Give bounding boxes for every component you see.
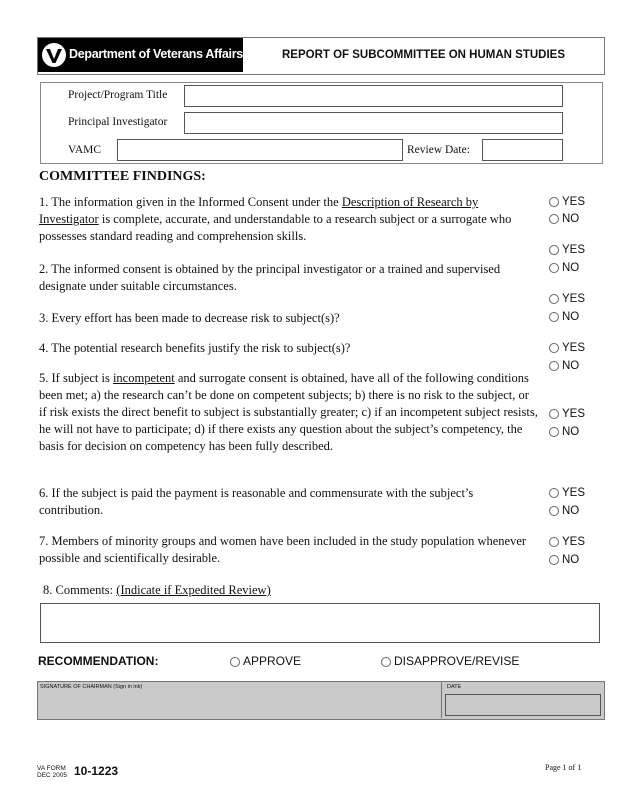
no-label: NO bbox=[562, 554, 580, 566]
yes-label: YES bbox=[562, 293, 586, 305]
recommendation-label: RECOMMENDATION: bbox=[38, 654, 159, 668]
q6-yes-option[interactable] bbox=[549, 487, 585, 499]
no-label: NO bbox=[562, 311, 580, 323]
radio-icon[interactable] bbox=[549, 294, 559, 304]
disapprove-label: DISAPPROVE/REVISE bbox=[394, 654, 520, 668]
question-5 bbox=[39, 370, 539, 455]
radio-icon[interactable] bbox=[549, 488, 559, 498]
question-4: 4. The potential research benefits justify the risk to subject(s)? bbox=[39, 341, 351, 355]
findings-heading: COMMITTEE FINDINGS: bbox=[39, 169, 206, 184]
radio-icon[interactable] bbox=[549, 343, 559, 353]
no-label: NO bbox=[562, 360, 580, 372]
radio-icon[interactable] bbox=[549, 537, 559, 547]
page-number: Page 1 of 1 bbox=[545, 763, 582, 772]
radio-icon[interactable] bbox=[549, 263, 559, 273]
pi-field[interactable] bbox=[184, 112, 563, 134]
project-title-field[interactable] bbox=[184, 85, 563, 107]
pi-label: Principal Investigator bbox=[68, 116, 168, 128]
q4-yes-option[interactable] bbox=[549, 342, 585, 354]
q3-no-option[interactable] bbox=[549, 311, 579, 323]
vamc-label: VAMC bbox=[68, 144, 102, 156]
question-7: 7. Members of minority groups and women have been included in the study population whenever possible and scientifically desirable. bbox=[39, 534, 527, 565]
q1-text-end: is complete, accurate, and understandable to a research subject or a surrogate who possesses standard reading and comprehension skills. bbox=[39, 212, 512, 243]
yes-label: YES bbox=[562, 196, 586, 208]
q5-text-end: and surrogate consent is obtained, have all of the following conditions been met; a) the research can’t be done on competent subjects; b) there is no risk to the subject, or if risk exists the direct benefit to subject is substantially greater; c) if an incompetent subject resists, he will not have to participate; d) if there exists any question about the subject’s competency, the basis for decision on competency has been fully described. bbox=[39, 371, 538, 453]
q3-yes-option[interactable] bbox=[549, 293, 585, 305]
q2-yes-option[interactable] bbox=[549, 244, 585, 256]
yes-label: YES bbox=[562, 536, 586, 548]
review-date-field[interactable] bbox=[482, 139, 563, 161]
yes-label: YES bbox=[562, 342, 586, 354]
no-label: NO bbox=[562, 426, 580, 438]
comments-label bbox=[43, 583, 271, 598]
form-date: DEC 2005 bbox=[37, 772, 67, 779]
vamc-field[interactable] bbox=[117, 139, 403, 161]
radio-icon[interactable] bbox=[381, 657, 391, 667]
comments-hint: (Indicate if Expedited Review) bbox=[116, 583, 271, 597]
radio-icon[interactable] bbox=[549, 197, 559, 207]
q7-yes-option[interactable] bbox=[549, 536, 585, 548]
date-label: DATE bbox=[447, 684, 462, 690]
comments-field[interactable] bbox=[40, 603, 600, 643]
q1-yes-option[interactable] bbox=[549, 196, 585, 208]
radio-icon[interactable] bbox=[549, 214, 559, 224]
question-6: 6. If the subject is paid the payment is reasonable and commensurate with the subject’s contribution. bbox=[39, 486, 474, 517]
project-title-label: Project/Program Title bbox=[68, 89, 168, 101]
q1-no-option[interactable] bbox=[549, 213, 579, 225]
question-3: 3. Every effort has been made to decrease risk to subject(s)? bbox=[39, 311, 340, 325]
signature-divider bbox=[441, 682, 442, 718]
va-logo bbox=[38, 38, 243, 72]
q5-no-option[interactable] bbox=[549, 426, 579, 438]
radio-icon[interactable] bbox=[549, 427, 559, 437]
org-name: Department of Veterans Affairs bbox=[69, 47, 243, 61]
q7-no-option[interactable] bbox=[549, 554, 579, 566]
q4-no-option[interactable] bbox=[549, 360, 579, 372]
radio-icon[interactable] bbox=[549, 361, 559, 371]
q2-no-option[interactable] bbox=[549, 262, 579, 274]
question-1 bbox=[39, 194, 539, 245]
disapprove-option[interactable] bbox=[381, 654, 519, 668]
radio-icon[interactable] bbox=[549, 506, 559, 516]
review-date-label: Review Date: bbox=[407, 144, 470, 156]
radio-icon[interactable] bbox=[549, 555, 559, 565]
yes-label: YES bbox=[562, 408, 586, 420]
radio-icon[interactable] bbox=[549, 409, 559, 419]
comments-label-text: 8. Comments: bbox=[43, 583, 117, 597]
no-label: NO bbox=[562, 505, 580, 517]
radio-icon[interactable] bbox=[549, 245, 559, 255]
q5-text-start: 5. If subject is bbox=[39, 371, 113, 385]
q5-text-underlined: incompetent bbox=[112, 371, 175, 385]
q5-yes-option[interactable] bbox=[549, 408, 585, 420]
approve-option[interactable] bbox=[230, 654, 301, 668]
radio-icon[interactable] bbox=[549, 312, 559, 322]
yes-label: YES bbox=[562, 244, 586, 256]
q1-text-underlined: Description of Research by Investigator bbox=[39, 195, 479, 226]
form-label: VA FORM bbox=[37, 765, 66, 772]
form-id bbox=[37, 765, 67, 779]
question-2: 2. The informed consent is obtained by the principal investigator or a trained and supervised designate under suitable circumstances. bbox=[39, 262, 501, 293]
radio-icon[interactable] bbox=[230, 657, 240, 667]
va-seal-icon bbox=[41, 42, 67, 68]
q1-text-start: 1. The information given in the Informed Consent under the bbox=[39, 195, 342, 209]
form-number: 10-1223 bbox=[74, 764, 119, 778]
yes-label: YES bbox=[562, 487, 586, 499]
no-label: NO bbox=[562, 213, 580, 225]
form-title: REPORT OF SUBCOMMITTEE ON HUMAN STUDIES bbox=[281, 49, 566, 61]
signature-label: SIGNATURE OF CHAIRMAN (Sign in ink) bbox=[40, 684, 143, 690]
no-label: NO bbox=[562, 262, 580, 274]
approve-label: APPROVE bbox=[243, 654, 302, 668]
q6-no-option[interactable] bbox=[549, 505, 579, 517]
date-field[interactable] bbox=[445, 694, 601, 716]
